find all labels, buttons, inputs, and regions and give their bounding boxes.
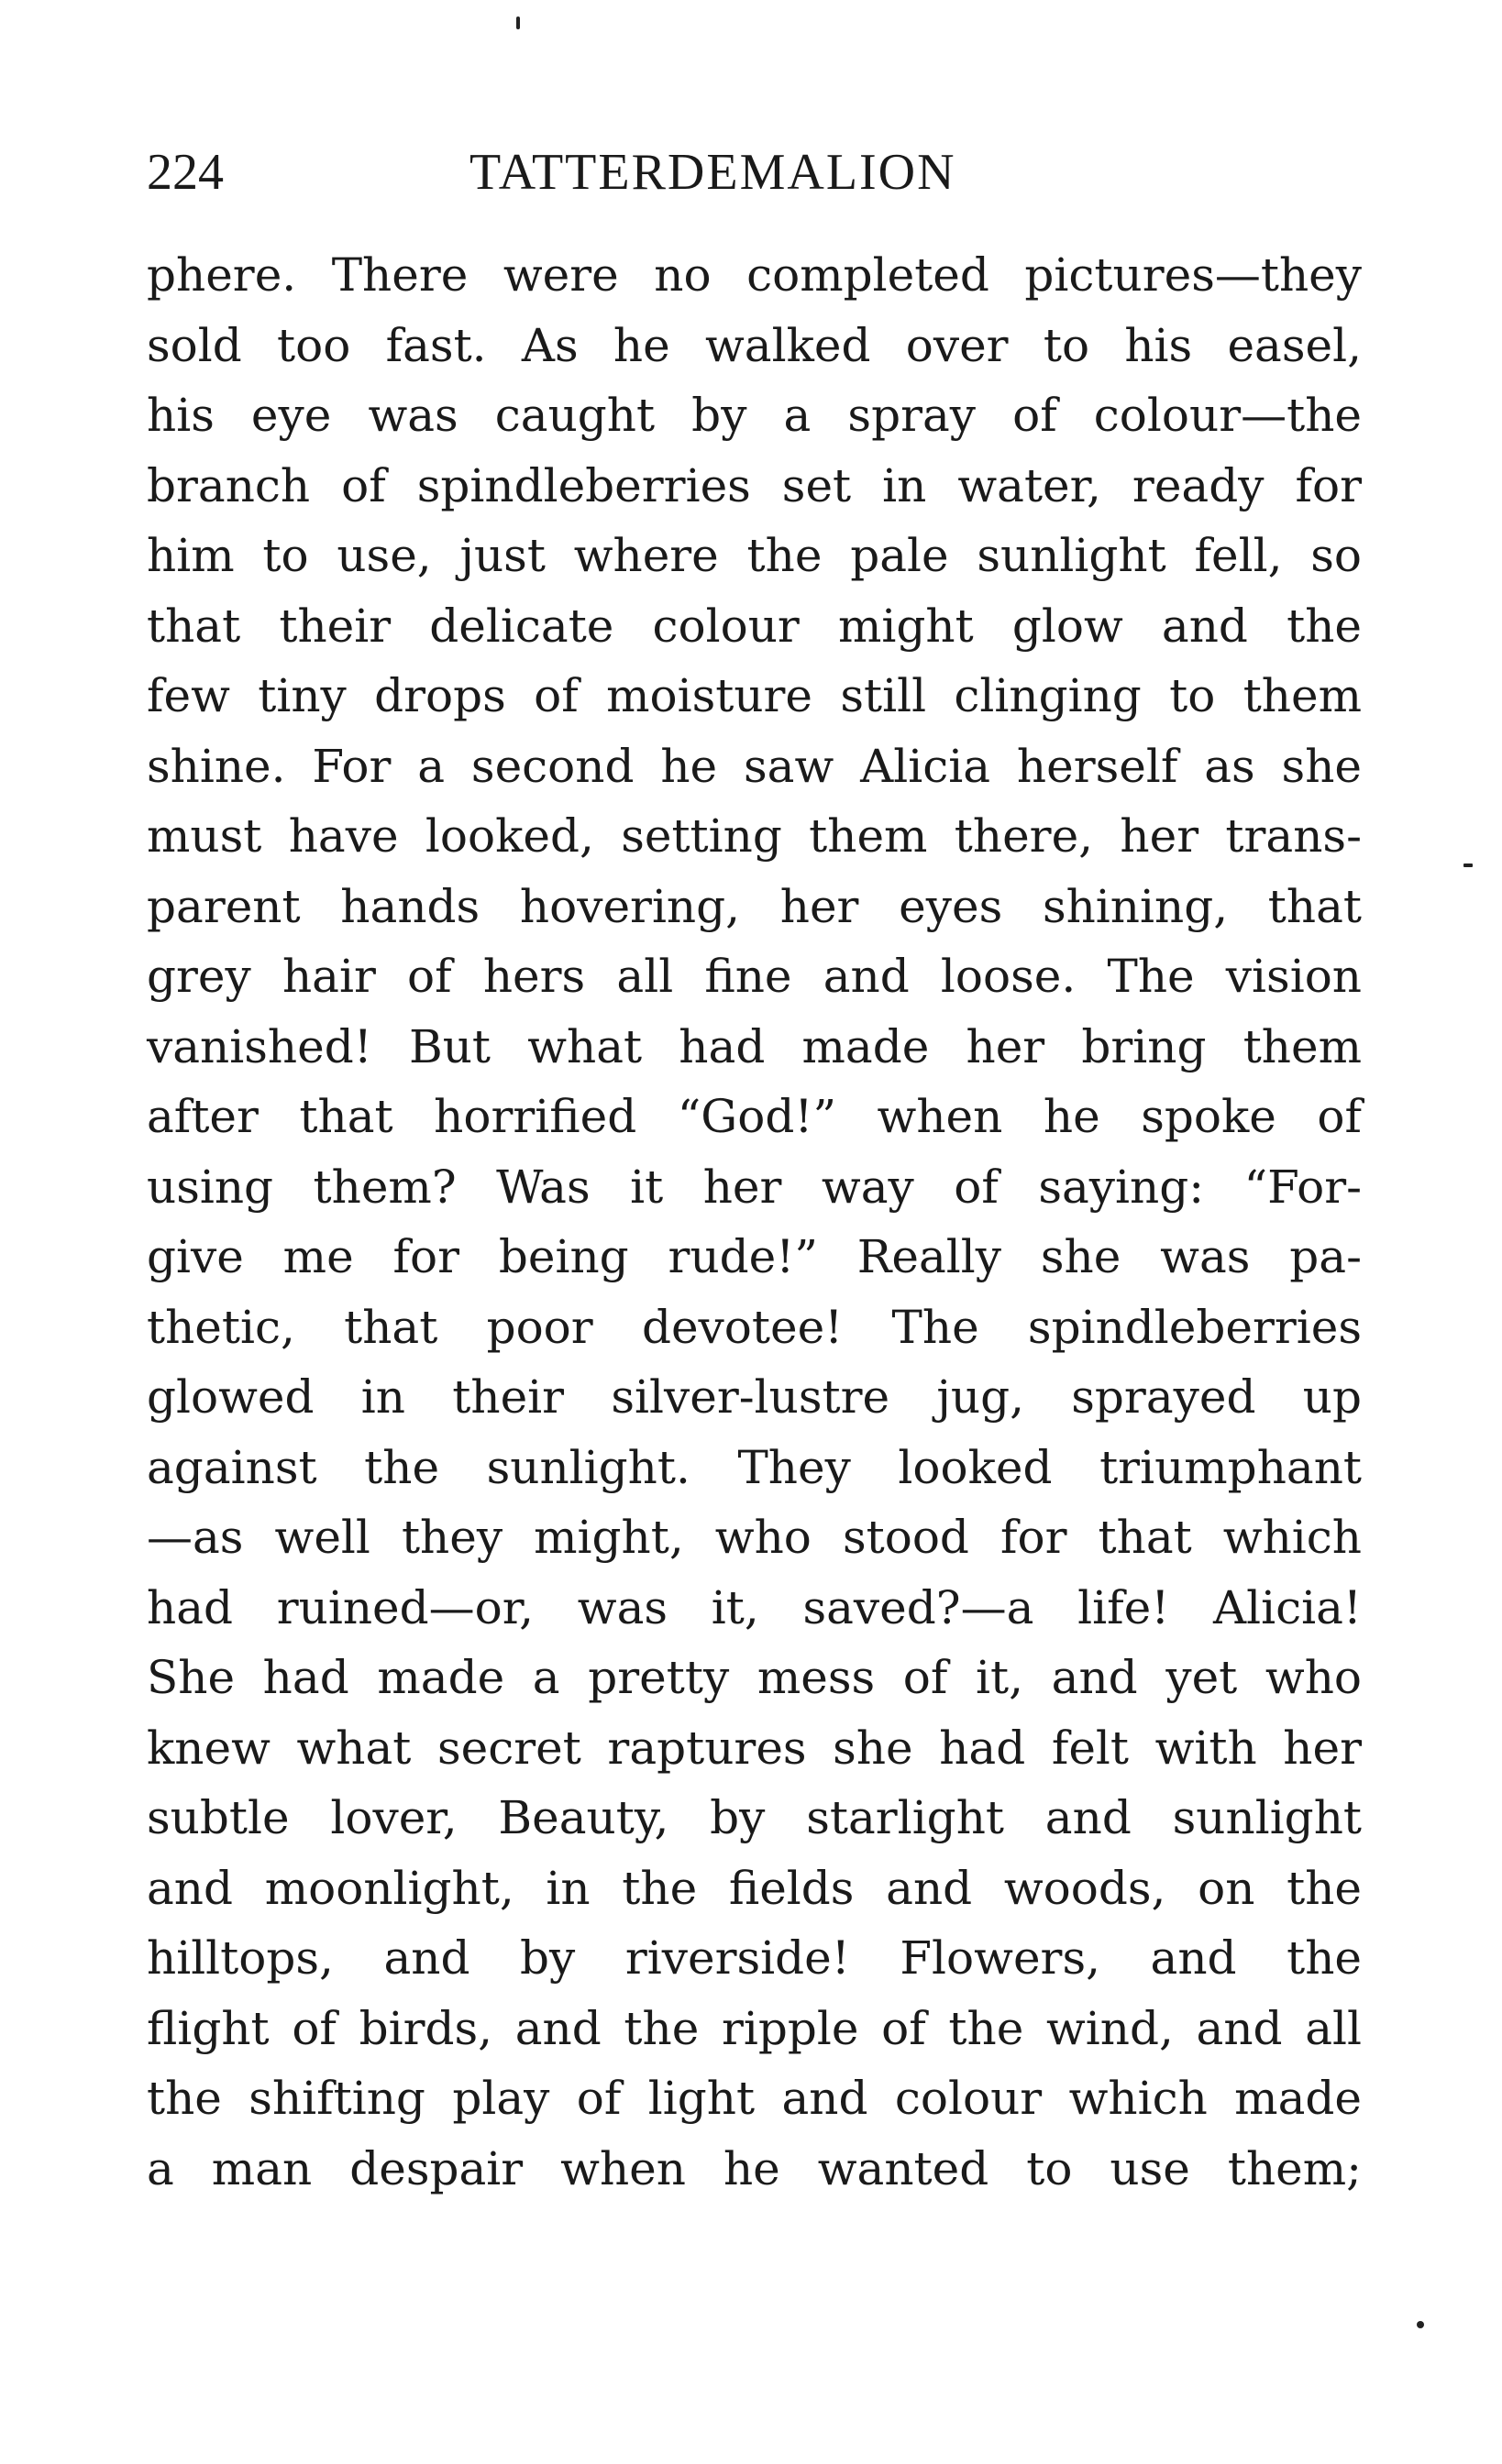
text-line: the shifting play of light and colour which made [147,2072,1362,2125]
text-line: him to use, just where the pale sunlight fell, so [147,529,1362,582]
text-line: shine. For a second he saw Alicia herself as she [147,739,1362,793]
text-line: after that horrified “God!” when he spoke of [147,1090,1362,1143]
print-speck [1463,864,1473,867]
text-line: grey hair of hers all fine and loose. The vision [147,950,1362,1003]
text-line: and moonlight, in the fields and woods, on the [147,1861,1362,1915]
text-line: against the sunlight. They looked triumphant [147,1440,1362,1494]
text-line: branch of spindleberries set in water, ready for [147,458,1362,512]
text-line: must have looked, setting them there, her trans- [147,809,1362,863]
text-line: had ruined—or, was it, saved?—a life! Alicia! [147,1580,1362,1634]
text-line: his eye was caught by a spray of colour—the [147,389,1362,442]
text-line: knew what secret raptures she had felt with her [147,1721,1362,1775]
body-text [147,240,1362,2204]
text-line: thetic, that poor devotee! The spindleberries [147,1300,1362,1354]
text-line: few tiny drops of moisture still clinging to them [147,669,1362,722]
text-line: parent hands hovering, her eyes shining, that [147,879,1362,933]
text-line: glowed in their silver-lustre jug, sprayed up [147,1370,1362,1424]
text-line: using them? Was it her way of saying: “For- [147,1160,1362,1214]
text-line: phere. There were no completed pictures—they [147,248,1362,302]
text-line: —as well they might, who stood for that which [147,1511,1362,1564]
text-line: give me for being rude!” Really she was pa- [147,1230,1362,1283]
text-line: subtle lover, Beauty, by starlight and sunlight [147,1791,1362,1844]
print-speck [516,16,520,29]
text-line: She had made a pretty mess of it, and yet who [147,1651,1362,1704]
running-title: TATTERDEMALION [469,144,956,201]
text-line: flight of birds, and the ripple of the wind, and all [147,2001,1362,2055]
page-number: 224 [147,144,224,201]
text-line: hilltops, and by riverside! Flowers, and the [147,1931,1362,1985]
text-line: sold too fast. As he walked over to his easel, [147,318,1362,372]
running-head [147,136,1375,209]
text-line: that their delicate colour might glow and the [147,599,1362,653]
text-line: vanished! But what had made her bring them [147,1019,1362,1073]
print-speck [1417,2321,1424,2328]
text-line: a man despair when he wanted to use them; [147,2141,1362,2195]
